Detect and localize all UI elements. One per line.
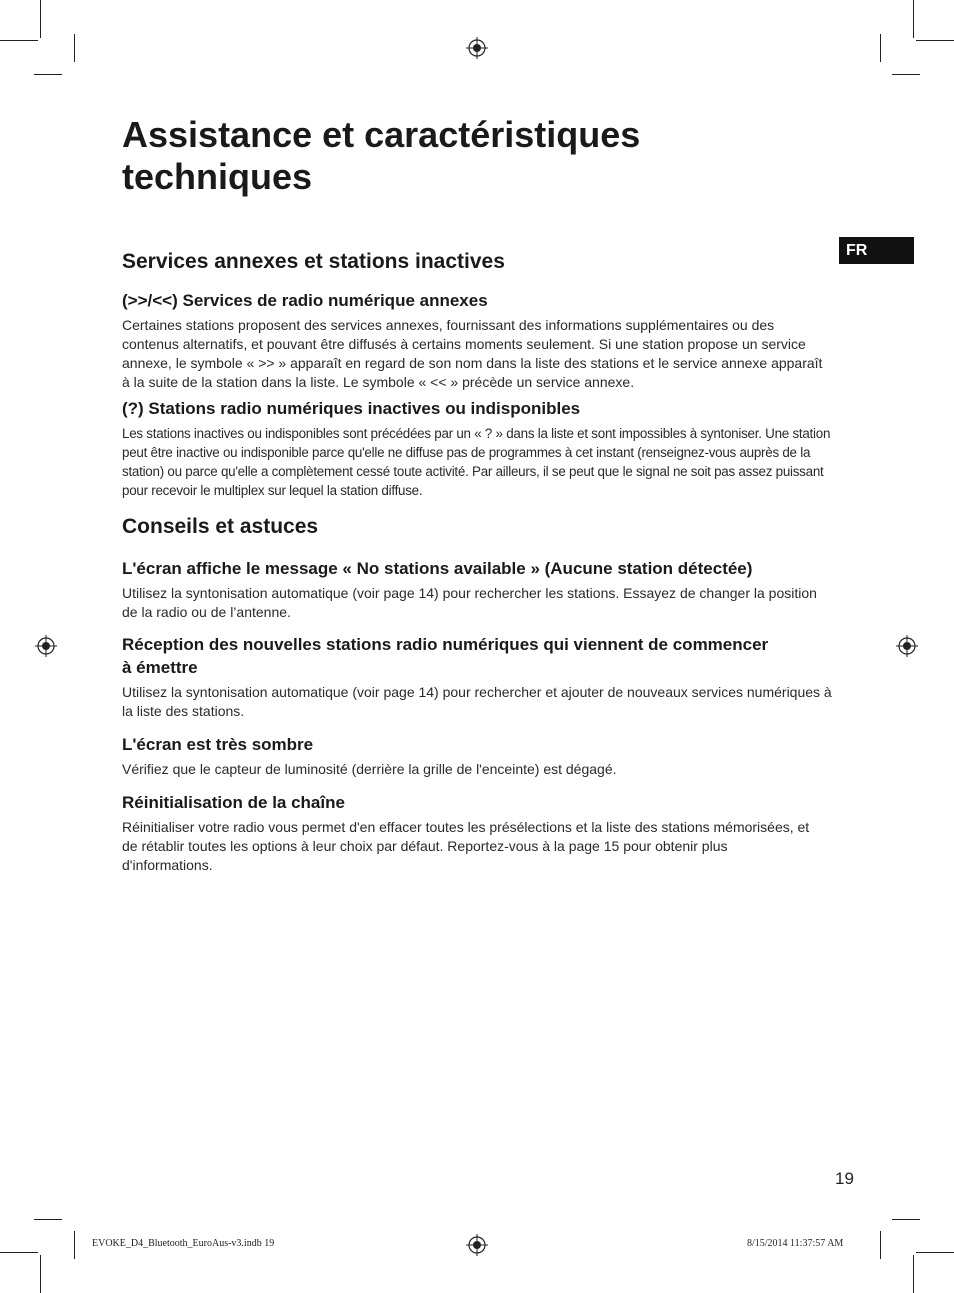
paragraph: Vérifiez que le capteur de luminosité (derrière la grille de l'enceinte) est dégagé.	[122, 761, 617, 777]
paragraph: Réinitialiser votre radio vous permet d'en effacer toutes les présélections et la liste des stations mémorisées, et de rétablir toutes les options à leur choix par défaut. Reportez-vous à la page 15 pour obtenir plus d'informations.	[122, 819, 810, 873]
registration-mark-icon	[35, 635, 57, 657]
registration-mark-icon	[896, 635, 918, 657]
subsection-heading: Réinitialisation de la chaîne	[122, 793, 345, 812]
section-heading: Conseils et astuces	[122, 515, 319, 538]
subsection-heading: (>>/<<) Services de radio numérique annexes	[122, 291, 488, 310]
subsection-heading: L'écran affiche le message « No stations available » (Aucune station détectée)	[122, 559, 753, 578]
language-tab: FR	[839, 237, 914, 264]
print-slug-filename: EVOKE_D4_Bluetooth_EuroAus-v3.indb 19	[92, 1238, 275, 1249]
registration-mark-icon	[466, 37, 488, 59]
paragraph: Certaines stations proposent des services annexes, fournissant des informations supplémentaires ou des contenus alternatifs, et pouvant être diffusés à certains moments seulement. Si une station propose un service annexe, le symbole « >> » apparaît en regard de son nom dans la liste des stations et le service annexe apparaît à la suite de la station dans la liste. Le symbole « << » précède un service annexe.	[122, 317, 823, 390]
print-slug-timestamp: 8/15/2014 11:37:57 AM	[747, 1238, 844, 1249]
paragraph: Utilisez la syntonisation automatique (voir page 14) pour rechercher les stations. Essayez de changer la position de la radio ou de l’antenne.	[122, 585, 817, 620]
subsection-heading: L'écran est très sombre	[122, 735, 314, 754]
paragraph: Les stations inactives ou indisponibles sont précédées par un « ? » dans la liste et sont impossibles à syntoniser. Une station peut être inactive ou indisponible parce qu'elle ne diffuse pas de programmes à cet instant (renseignez-vous auprès de la station) ou parce qu'elle a complètement cessé toute activité. Par ailleurs, il se peut que le signal ne soit pas assez puissant pour recevoir le multiplex sur lequel la station diffuse.	[122, 426, 831, 498]
section-heading: Services annexes et stations inactives	[122, 250, 505, 273]
subsection-heading: Réception des nouvelles stations radio numériques qui viennent de commencer à émettre	[122, 635, 769, 677]
registration-mark-icon	[466, 1234, 488, 1256]
page-number: 19	[835, 1169, 854, 1188]
paragraph: Utilisez la syntonisation automatique (voir page 14) pour rechercher et ajouter de nouveaux services numériques à la liste des stations.	[122, 684, 832, 719]
page-title: Assistance et caractéristiques techniques	[122, 114, 641, 197]
subsection-heading: (?) Stations radio numériques inactives ou indisponibles	[122, 399, 581, 418]
